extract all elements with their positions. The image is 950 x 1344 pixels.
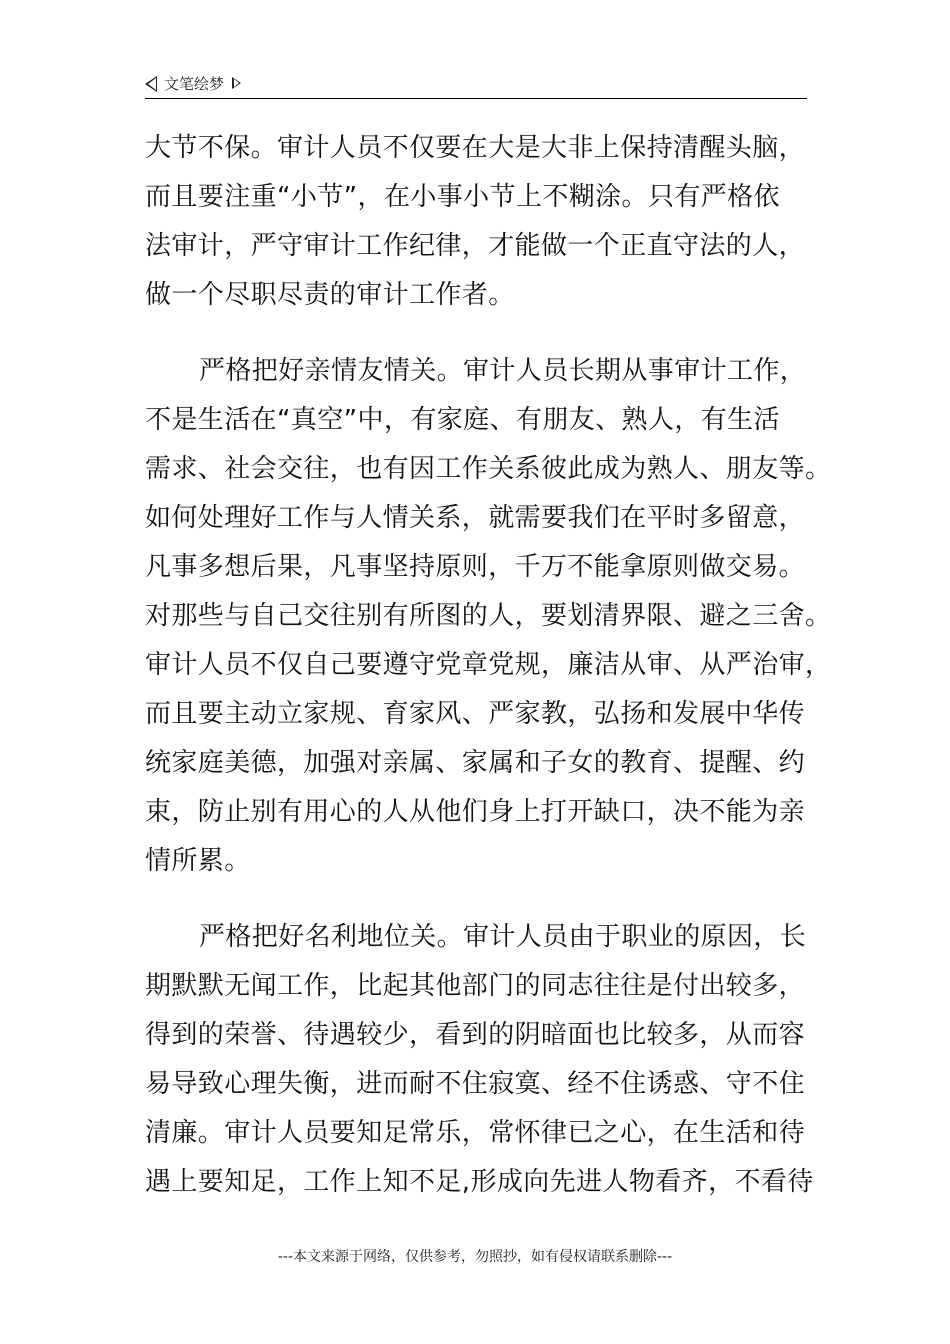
text-line: 审计人员不仅自己要遵守党章党规，廉洁从审、从严治审， <box>145 650 832 680</box>
text-line: 得到的荣誉、待遇较少，看到的阴暗面也比较多，从而容 <box>145 1020 806 1050</box>
text-line: 统家庭美德，加强对亲属、家属和子女的教育、提醒、约 <box>145 748 806 778</box>
paragraph-1 <box>145 124 809 320</box>
text-line: 易导致心理失衡，进而耐不住寂寞、经不住诱惑、守不住 <box>145 1069 806 1099</box>
paragraph-2 <box>145 347 832 886</box>
text-line: 束，防止别有用心的人从他们身上打开缺口，决不能为亲 <box>145 797 806 827</box>
text-line: 情所累。 <box>145 846 251 876</box>
text-line: 严格把好名利地位关。审计人员由于职业的原因，长 <box>199 922 807 952</box>
text-line: 大节不保。审计人员不仅要在大是大非上保持清醒头脑， <box>145 133 806 163</box>
paragraph-gap <box>145 320 809 347</box>
footer-disclaimer: ---本文来源于网络，仅供参考，勿照抄，如有侵权请联系删除--- <box>277 1249 673 1265</box>
text-line: 需求、社会交往，也有因工作关系彼此成为熟人、朋友等。 <box>145 454 832 484</box>
triangle-left-icon <box>145 76 157 92</box>
text-line: 而且要注重“小节”，在小事小节上不糊涂。只有严格依 <box>145 182 780 212</box>
document-body <box>145 124 832 1207</box>
text-line: 清廉。审计人员要知足常乐，常怀律已之心，在生活和待 <box>145 1118 806 1148</box>
text-line: 不是生活在“真空”中，有家庭、有朋友、熟人，有生活 <box>145 405 780 435</box>
text-line: 期默默无闻工作，比起其他部门的同志往往是付出较多， <box>145 971 806 1001</box>
text-line: 做一个尽职尽责的审计工作者。 <box>145 280 515 310</box>
triangle-right-icon <box>232 77 241 89</box>
text-line: 而且要主动立家规、育家风、严家教，弘扬和发展中华传 <box>145 699 806 729</box>
text-line: 法审计，严守审计工作纪律，才能做一个正直守法的人， <box>145 231 806 261</box>
text-line: 严格把好亲情友情关。审计人员长期从事审计工作， <box>199 356 807 386</box>
paragraph-gap <box>145 886 809 913</box>
text-line: 凡事多想后果，凡事坚持原则，千万不能拿原则做交易。 <box>145 552 806 582</box>
text-line: 对那些与自己交往别有所图的人，要划清界限、避之三舍。 <box>145 601 832 631</box>
paragraph-3 <box>145 913 814 1207</box>
header-brand: 文笔绘梦 <box>164 75 225 93</box>
text-line: 如何处理好工作与人情关系，就需要我们在平时多留意， <box>145 503 806 533</box>
page-header <box>145 74 807 99</box>
text-line: 遇上要知足，工作上知不足,形成向先进人物看齐，不看待 <box>145 1167 814 1197</box>
